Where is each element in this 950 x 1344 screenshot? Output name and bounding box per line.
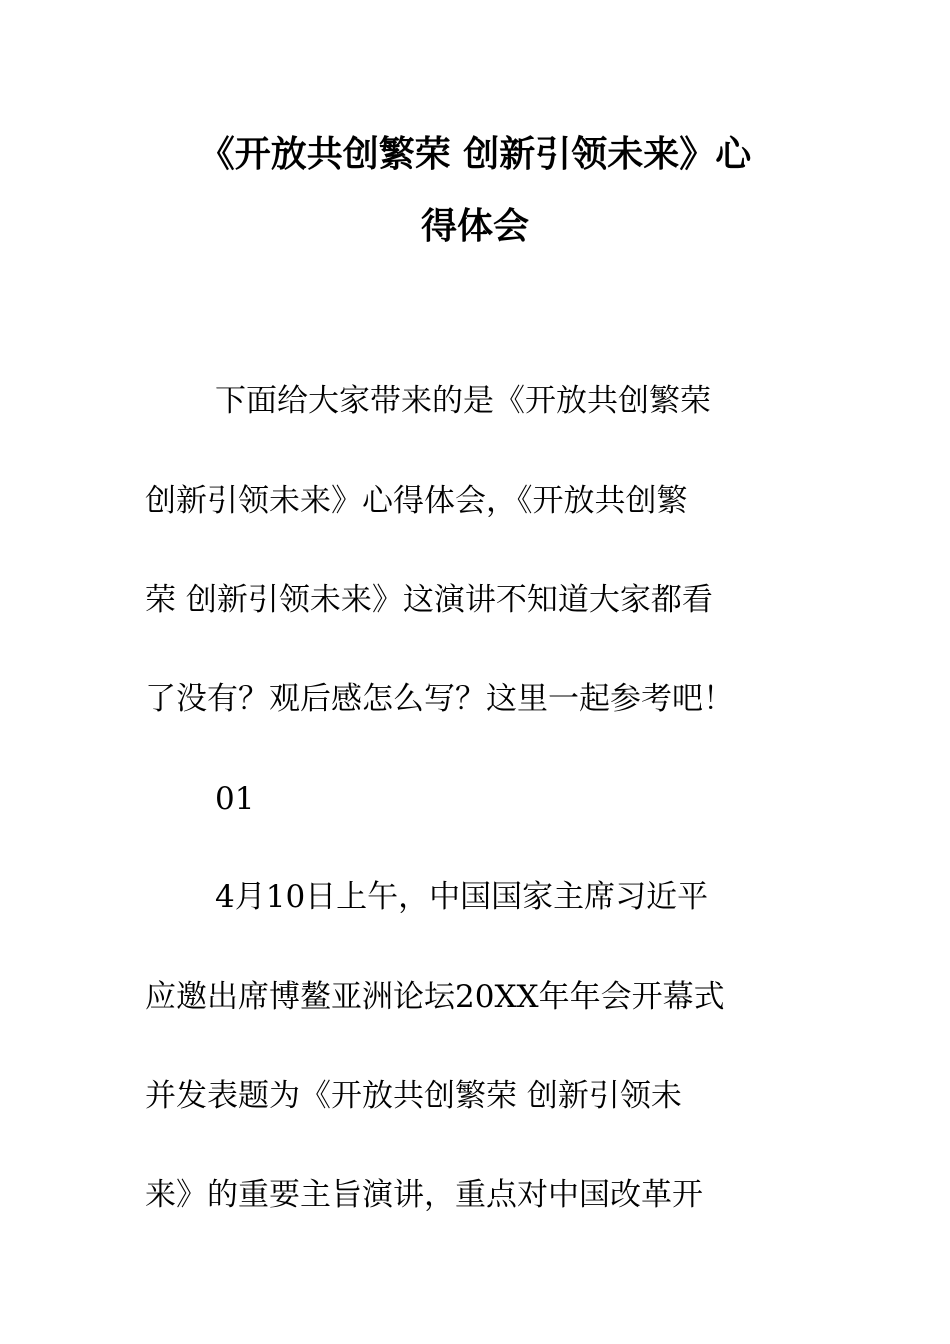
paragraph-line: 4月10日上午，中国国家主席习近平 (215, 879, 709, 915)
paragraph-line: 应邀出席博鳌亚洲论坛20XX年年会开幕式 (145, 979, 725, 1015)
section-number: 01 (215, 781, 255, 817)
document-title-line-2: 得体会 (420, 205, 529, 247)
paragraph-line: 了没有？观后感怎么写？这里一起参考吧！ (145, 681, 734, 717)
paragraph-line: 来》的重要主旨演讲，重点对中国改革开 (145, 1177, 703, 1213)
paragraph-line: 并发表题为《开放共创繁荣 创新引领未 (145, 1078, 682, 1114)
document-title-line-1: 《开放共创繁荣 创新引领未来》心 (198, 133, 752, 175)
paragraph-line: 创新引领未来》心得体会，《开放共创繁 (145, 483, 688, 519)
paragraph-line: 荣 创新引领未来》这演讲不知道大家都看 (145, 582, 713, 618)
paragraph-line: 下面给大家带来的是《开放共创繁荣 (215, 383, 711, 419)
